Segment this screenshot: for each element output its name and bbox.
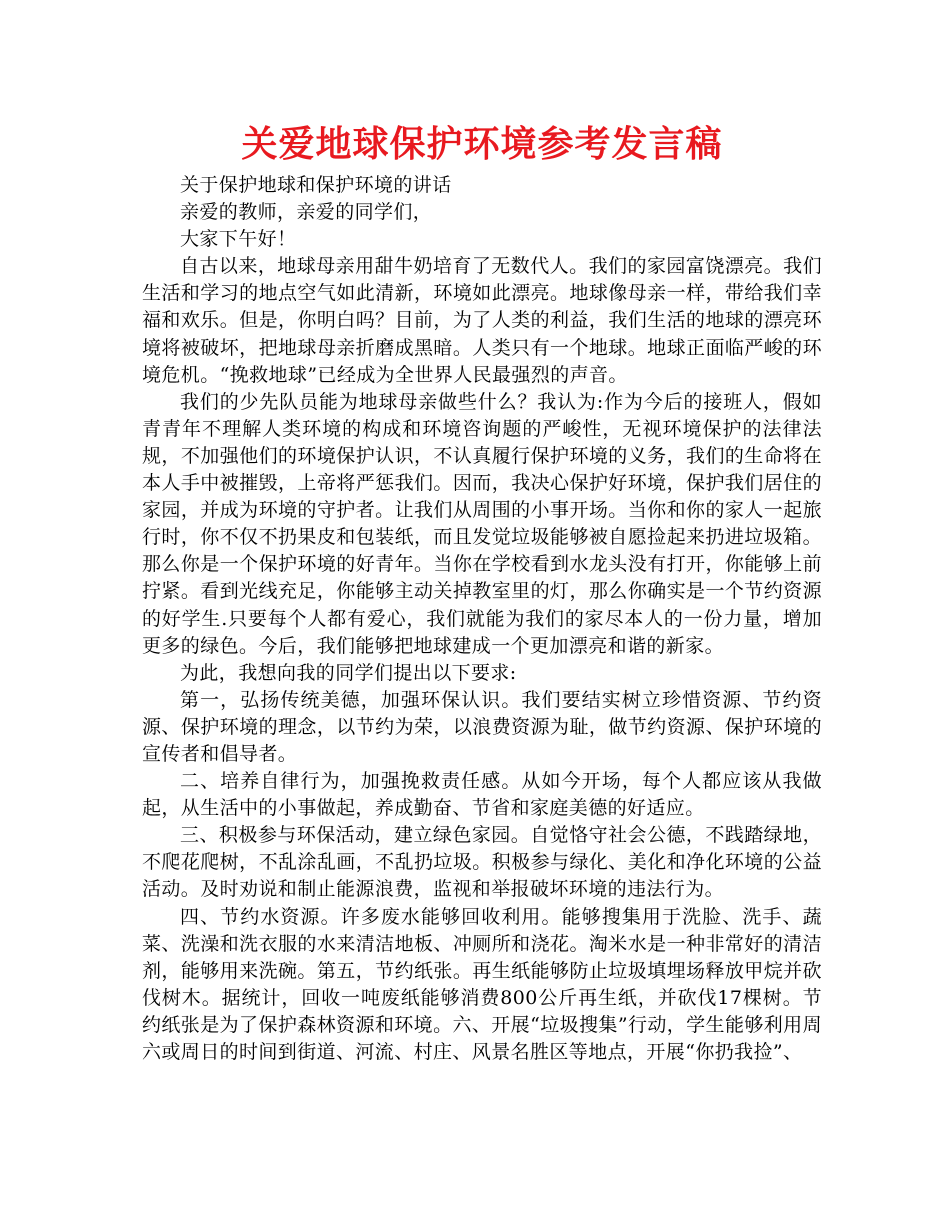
- paragraph-request-1: 第一，弘扬传统美德，加强环保认识。我们要结实树立珍惜资源、节约资源、保护环境的理念，以节约为荣，以浪费资源为耻，做节约资源、保护环境的宣传者和倡导者。: [142, 688, 822, 765]
- paragraph-request-4: 四、节约水资源。许多废水能够回收利用。能够搜集用于洗脸、洗手、蔬菜、洗澡和洗衣服的水来清洁地板、冲厕所和浇花。淘米水是一种非常好的清洁剂，能够用来洗碗。第五，节约纸张。再生纸能够防止垃圾填埋场释放甲烷并砍伐树木。据统计，回收一吨废纸能够消费800公斤再生纸，并砍伐17棵树。节约纸张是为了保护森林资源和环境。六、开展“垃圾搜集”行动，学生能够利用周六或周日的时间到街道、河流、村庄、风景名胜区等地点，开展“你扔我捡”、: [142, 905, 822, 1063]
- paragraph-requests-lead: 为此，我想向我的同学们提出以下要求:: [180, 661, 517, 684]
- paragraph-topic: 关于保护地球和保护环境的讲话: [180, 174, 452, 196]
- paragraph-intro: 自古以来，地球母亲用甜牛奶培育了无数代人。我们的家园富饶漂亮。我们生活和学习的地点空气如此清新，环境如此漂亮。地球像母亲一样，带给我们幸福和欢乐。但是，你明白吗？目前，为了人类的利益，我们生活的地球的漂亮环境将被破坏，把地球母亲折磨成黑暗。人类只有一个地球。地球正面临严峻的环境危机。“挽救地球”已经成为全世界人民最强烈的声音。: [142, 255, 822, 386]
- document-title: 关爱地球保护环境参考发言稿: [241, 124, 723, 165]
- document-page: [142, 120, 822, 1066]
- paragraph-request-3: 三、积极参与环保活动，建立绿色家园。自觉恪守社会公德，不践踏绿地，不爬花爬树，不乱涂乱画，不乱扔垃圾。积极参与绿化、美化和净化环境的公益活动。及时劝说和制止能源浪费，监视和举报破坏环境的违法行为。: [142, 824, 822, 901]
- paragraph-what-can-we-do: 我们的少先队员能为地球母亲做些什么？我认为:作为今后的接班人，假如青青年不理解人类环境的构成和环境咨询题的严峻性，无视环境保护的法律法规，不加强他们的环境保护认识，不认真履行保护环境的义务，我们的生命将在本人手中被摧毁，上帝将严惩我们。因而，我决心保护好环境，保护我们居住的家园，并成为环境的守护者。让我们从周围的小事开场。当你和你的家人一起旅行时，你不仅不扔果皮和包装纸，而且发觉垃圾能够被自愿捡起来扔进垃圾箱。那么你是一个保护环境的好青年。当你在学校看到水龙头没有打开，你能够上前拧紧。看到光线充足，你能够主动关掉教室里的灯，那么你确实是一个节约资源的好学生.只要每个人都有爱心，我们就能为我们的家尽本人的一份力量，增加更多的绿色。今后，我们能够把地球建成一个更加漂亮和谐的新家。: [142, 390, 822, 657]
- document-body: [142, 172, 822, 1066]
- paragraph-greeting: 大家下午好！: [180, 228, 297, 251]
- paragraph-salutation: 亲爱的教师，亲爱的同学们，: [180, 201, 433, 224]
- paragraph-request-2: 二、培养自律行为，加强挽救责任感。从如今开场，每个人都应该从我做起，从生活中的小事做起，养成勤奋、节省和家庭美德的好适应。: [142, 770, 822, 820]
